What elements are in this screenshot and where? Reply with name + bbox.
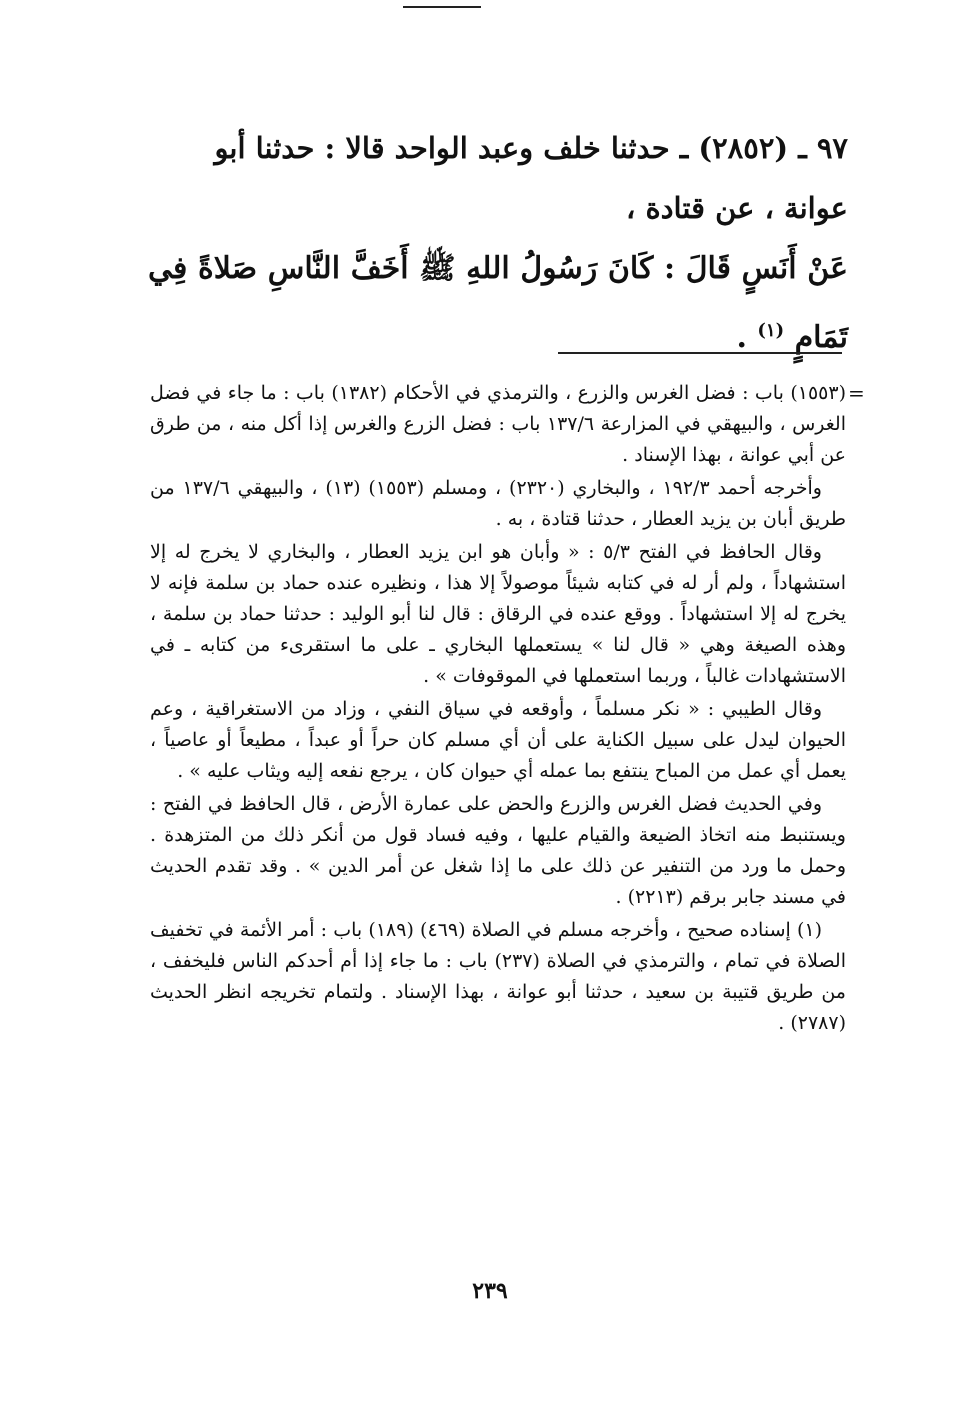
footnote-paragraph: وفي الحديث فضل الغرس والزرع والحض على عمارة الأرض ، قال الحافظ في الفتح : ويستنبط منه اتخاذ الضيعة والقيام عليها ، وفيه فساد قول من أنكر ذلك من المتزهدة . وحمل ما ورد من التنفير عن ذلك على ما إذا شغل عن أمر الدين » . وقد تقدم الحديث في مسند جابر برقم (٢٢١٣) .: [150, 793, 846, 908]
page-number: ٢٣٩: [472, 1278, 508, 1304]
top-rule: [403, 6, 481, 8]
hadith-block: [148, 118, 848, 369]
footnote-paragraph: وأخرجه أحمد ١٩٢/٣ ، والبخاري (٢٣٢٠) ، ومسلم (١٥٥٣) (١٣) ، والبيهقي ١٣٧/٦ من طريق أبان بن يزيد العطار ، حدثنا قتادة ، به .: [150, 477, 846, 530]
footnotes-block: [150, 378, 846, 1041]
footnote-paragraph: (١) إسناده صحيح ، وأخرجه مسلم في الصلاة (٤٦٩) (١٨٩) باب : أمر الأئمة في تخفيف الصلاة في تمام ، والترمذي في الصلاة (٢٣٧) باب : ما جاء إذا أم أحدكم الناس فليخفف ، من طريق قتيبة بن سعيد ، حدثنا أبو عوانة ، بهذا الإسناد . ولتمام تخريجه انظر الحديث (٢٧٨٧) .: [150, 919, 846, 1034]
footnote-paragraph: وقال الحافظ في الفتح ٥/٣ : « وأبان هو ابن يزيد العطار ، والبخاري لا يخرج له إلا استشهاداً ، ولم أر له في كتابه شيئاً موصولاً إلا هذا ، ونظيره عنده حماد بن سلمة فإنه لا يخرج له إلا استشهاداً . ووقع عنده في الرقاق : قال لنا أبو الوليد : حدثنا حماد بن سلمة ، وهذه الصيغة وهي « قال لنا » يستعملها البخاري ـ على ما استقرىء من كتابه ـ في الاستشهادات غالباً ، وربما استعملها في الموقوفات » .: [150, 541, 846, 687]
continuation-marker: =: [848, 381, 865, 405]
hadith-text-main: عَنْ أَنَسٍ قَالَ : كَانَ رَسُولُ اللهِ ﷺ أَخَفَّ النَّاسِ صَلاةً فِي تَمَامٍ: [148, 251, 848, 355]
hadith-text: [148, 238, 848, 369]
hadith-chain-line-2: عوانة ، عن قتادة ،: [625, 191, 848, 225]
hadith-text-end: .: [736, 320, 758, 355]
footnote-reference: (١): [757, 320, 785, 341]
hadith-chain-line-1: ٩٧ ـ (٢٨٥٢) ـ حدثنا خلف وعبد الواحد قالا : حدثنا أبو: [214, 131, 848, 165]
footnote-paragraph: (١٥٥٣) باب : فضل الغرس والزرع ، والترمذي في الأحكام (١٣٨٢) باب : ما جاء في فضل الغرس ، والبيهقي في المزارعة ١٣٧/٦ باب : فضل الزرع والغرس إذا أكل منه ، من طرق عن أبي عوانة ، بهذا الإسناد .: [150, 382, 846, 466]
footnote-paragraph: وقال الطيبي : « نكر مسلماً ، وأوقعه في سياق النفي ، وزاد من الاستغراقية ، وعم الحيوان ليدل على سبيل الكناية على أن أي مسلم كان حراً أو عبداً ، مطيعاً أو عاصياً ، يعمل أي عمل من المباح ينتفع بما عمله أي حيوان كان ، يرجع نفعه إليه ويثاب عليه » .: [150, 698, 846, 782]
footnote-separator-rule: [558, 352, 842, 354]
